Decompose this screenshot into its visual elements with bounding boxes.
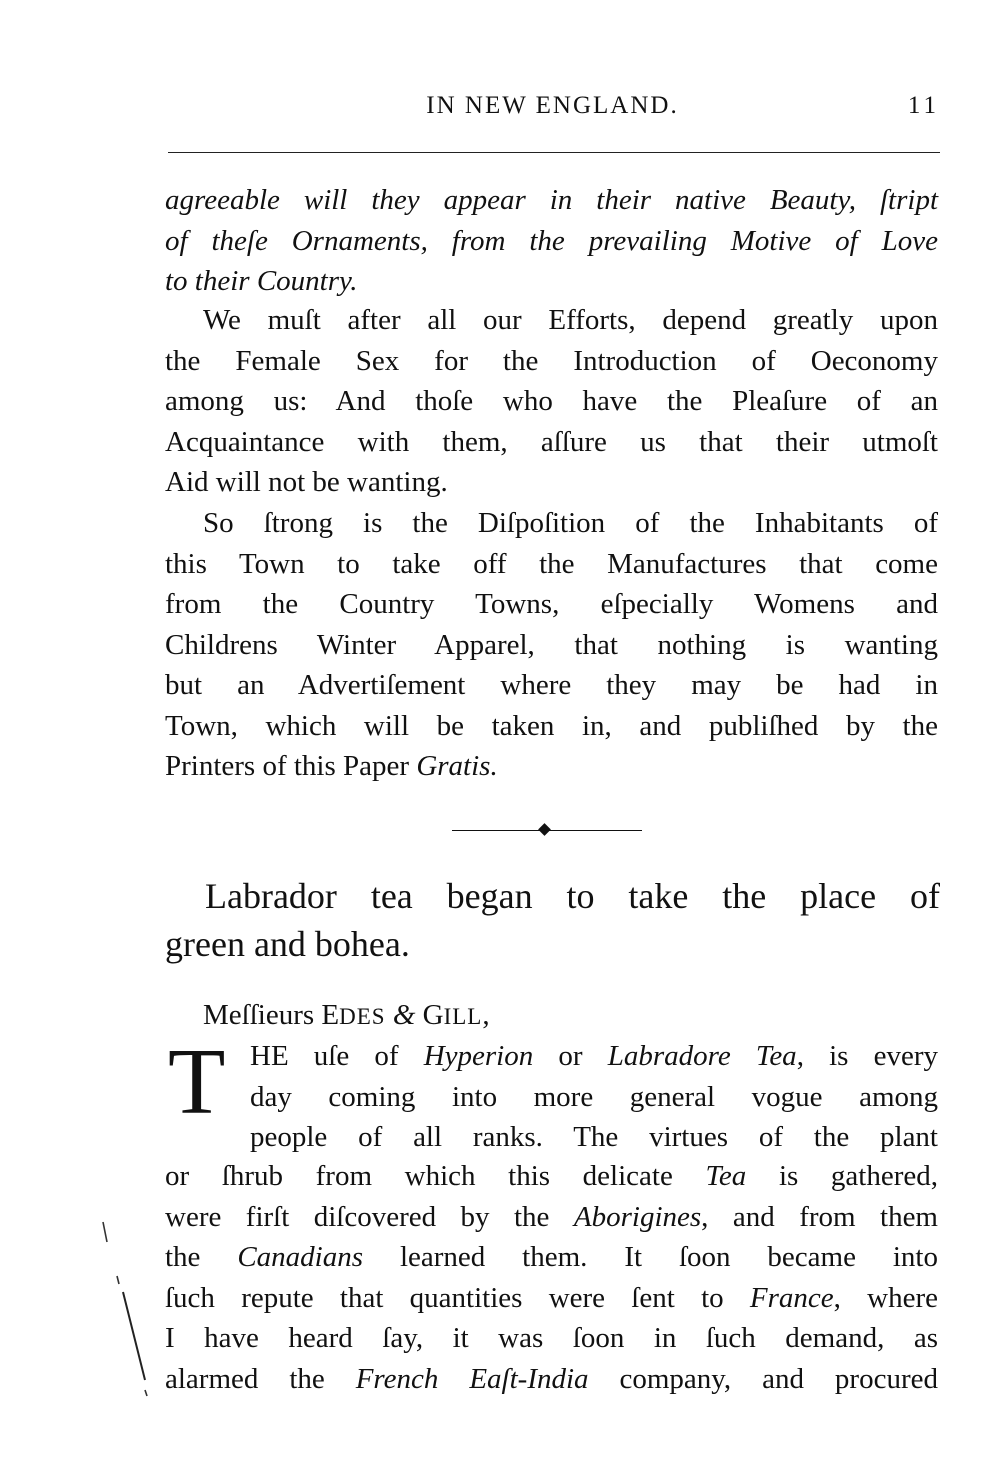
text-line — [250, 1036, 938, 1077]
salutation-suffix: , — [482, 999, 490, 1031]
italic-word: Gratis. — [416, 750, 498, 782]
italic-word: Hyperion — [423, 1040, 534, 1072]
pencil-mark — [103, 1222, 107, 1242]
text-line: So ſtrong is the Diſpoſition of the Inhabitants of — [203, 507, 938, 539]
text-span: learned them. It ſoon became into — [363, 1241, 938, 1273]
text-span: is gathered, — [746, 1160, 938, 1192]
running-head — [165, 90, 940, 130]
text-span: ſuch repute that quantities were ſent to — [165, 1281, 750, 1314]
text-span: were firſt diſcovered by the — [165, 1200, 574, 1233]
section-ornament — [452, 818, 642, 842]
text-span: or — [533, 1040, 608, 1072]
italic-word: French Eaſt-India — [355, 1362, 589, 1395]
pencil-mark — [117, 1276, 119, 1284]
text-span: , where — [833, 1281, 939, 1314]
text-span: company, and procured — [588, 1362, 938, 1395]
text-line: the Female Sex for the Introduction of Oeconomy — [165, 344, 938, 377]
page-number: 11 — [907, 92, 940, 119]
ornament-rule-right — [549, 830, 642, 831]
text-span: alarmed the — [165, 1362, 356, 1395]
text-line: agreeable will they appear in their native Beauty, ſtript — [165, 184, 938, 216]
text-span: , is every — [796, 1040, 938, 1072]
text-line: Acquaintance with them, aſſure us that their utmoſt — [165, 425, 938, 458]
pencil-mark — [123, 1292, 145, 1380]
continued-paragraph — [165, 180, 938, 302]
pencil-mark — [145, 1390, 147, 1396]
letter-dropcap-lines — [250, 1036, 938, 1158]
italic-word: Tea — [705, 1160, 747, 1192]
salutation-prefix: Meſſieurs — [203, 999, 322, 1031]
text-span: HE uſe of — [250, 1040, 424, 1072]
italic-word: Aborigines — [573, 1200, 702, 1233]
paragraph-economy — [165, 300, 938, 503]
paragraph-manufactures — [165, 503, 938, 787]
drop-cap: T — [168, 1030, 226, 1134]
salutation — [203, 995, 490, 1037]
running-head-title: IN NEW ENGLAND. — [426, 92, 679, 119]
text-span: Printers of this Paper — [165, 750, 417, 782]
text-line: We muſt after all our Efforts, depend greatly upon — [203, 304, 938, 336]
text-line: people of all ranks. The virtues of the plant — [250, 1121, 938, 1153]
name-initial: G — [422, 999, 444, 1031]
margin-pencil-marks — [95, 1180, 155, 1400]
ampersand: & — [385, 999, 423, 1031]
name-initial: E — [321, 999, 340, 1031]
italic-word: France — [749, 1281, 834, 1314]
ornament-rule-left — [452, 830, 540, 831]
text-line: but an Advertiſement where they may be had in — [165, 669, 938, 701]
text-line: from the Country Towns, eſpecially Womens and — [165, 588, 938, 620]
text-span: , and from them — [701, 1200, 938, 1233]
text-line: I have heard ſay, it was ſoon in ſuch demand, as — [165, 1322, 938, 1354]
text-line: of theſe Ornaments, from the prevailing Motive of Love — [165, 224, 938, 257]
text-line: day coming into more general vogue among — [250, 1080, 938, 1113]
italic-word: Labradore Tea — [607, 1040, 797, 1072]
text-line: Aid will not be wanting. — [165, 466, 448, 498]
text-line: among us: And thoſe who have the Pleaſure of an — [165, 385, 938, 417]
text-line — [165, 1237, 938, 1278]
text-span: the — [165, 1241, 238, 1273]
text-line — [165, 1197, 938, 1238]
heading-line: green and bohea. — [165, 924, 410, 964]
text-line — [165, 1278, 938, 1319]
letter-body — [165, 1156, 938, 1399]
text-span: or ſhrub from which this delicate — [165, 1160, 706, 1192]
text-line — [165, 1156, 938, 1197]
heading-line: Labrador tea began to take the place of — [205, 876, 940, 916]
section-heading — [165, 872, 940, 968]
text-line: Childrens Winter Apparel, that nothing is wanting — [165, 628, 938, 661]
text-line — [165, 1359, 938, 1400]
text-line: to their Country. — [165, 265, 358, 297]
italic-word: Canadians — [237, 1241, 364, 1273]
name-rest: DES — [339, 1004, 386, 1029]
text-line — [165, 746, 938, 787]
text-line: this Town to take off the Manufactures that come — [165, 547, 938, 580]
name-rest: ILL — [443, 1004, 483, 1029]
header-rule — [168, 152, 940, 153]
text-line: Town, which will be taken in, and publiſhed by the — [165, 709, 938, 742]
